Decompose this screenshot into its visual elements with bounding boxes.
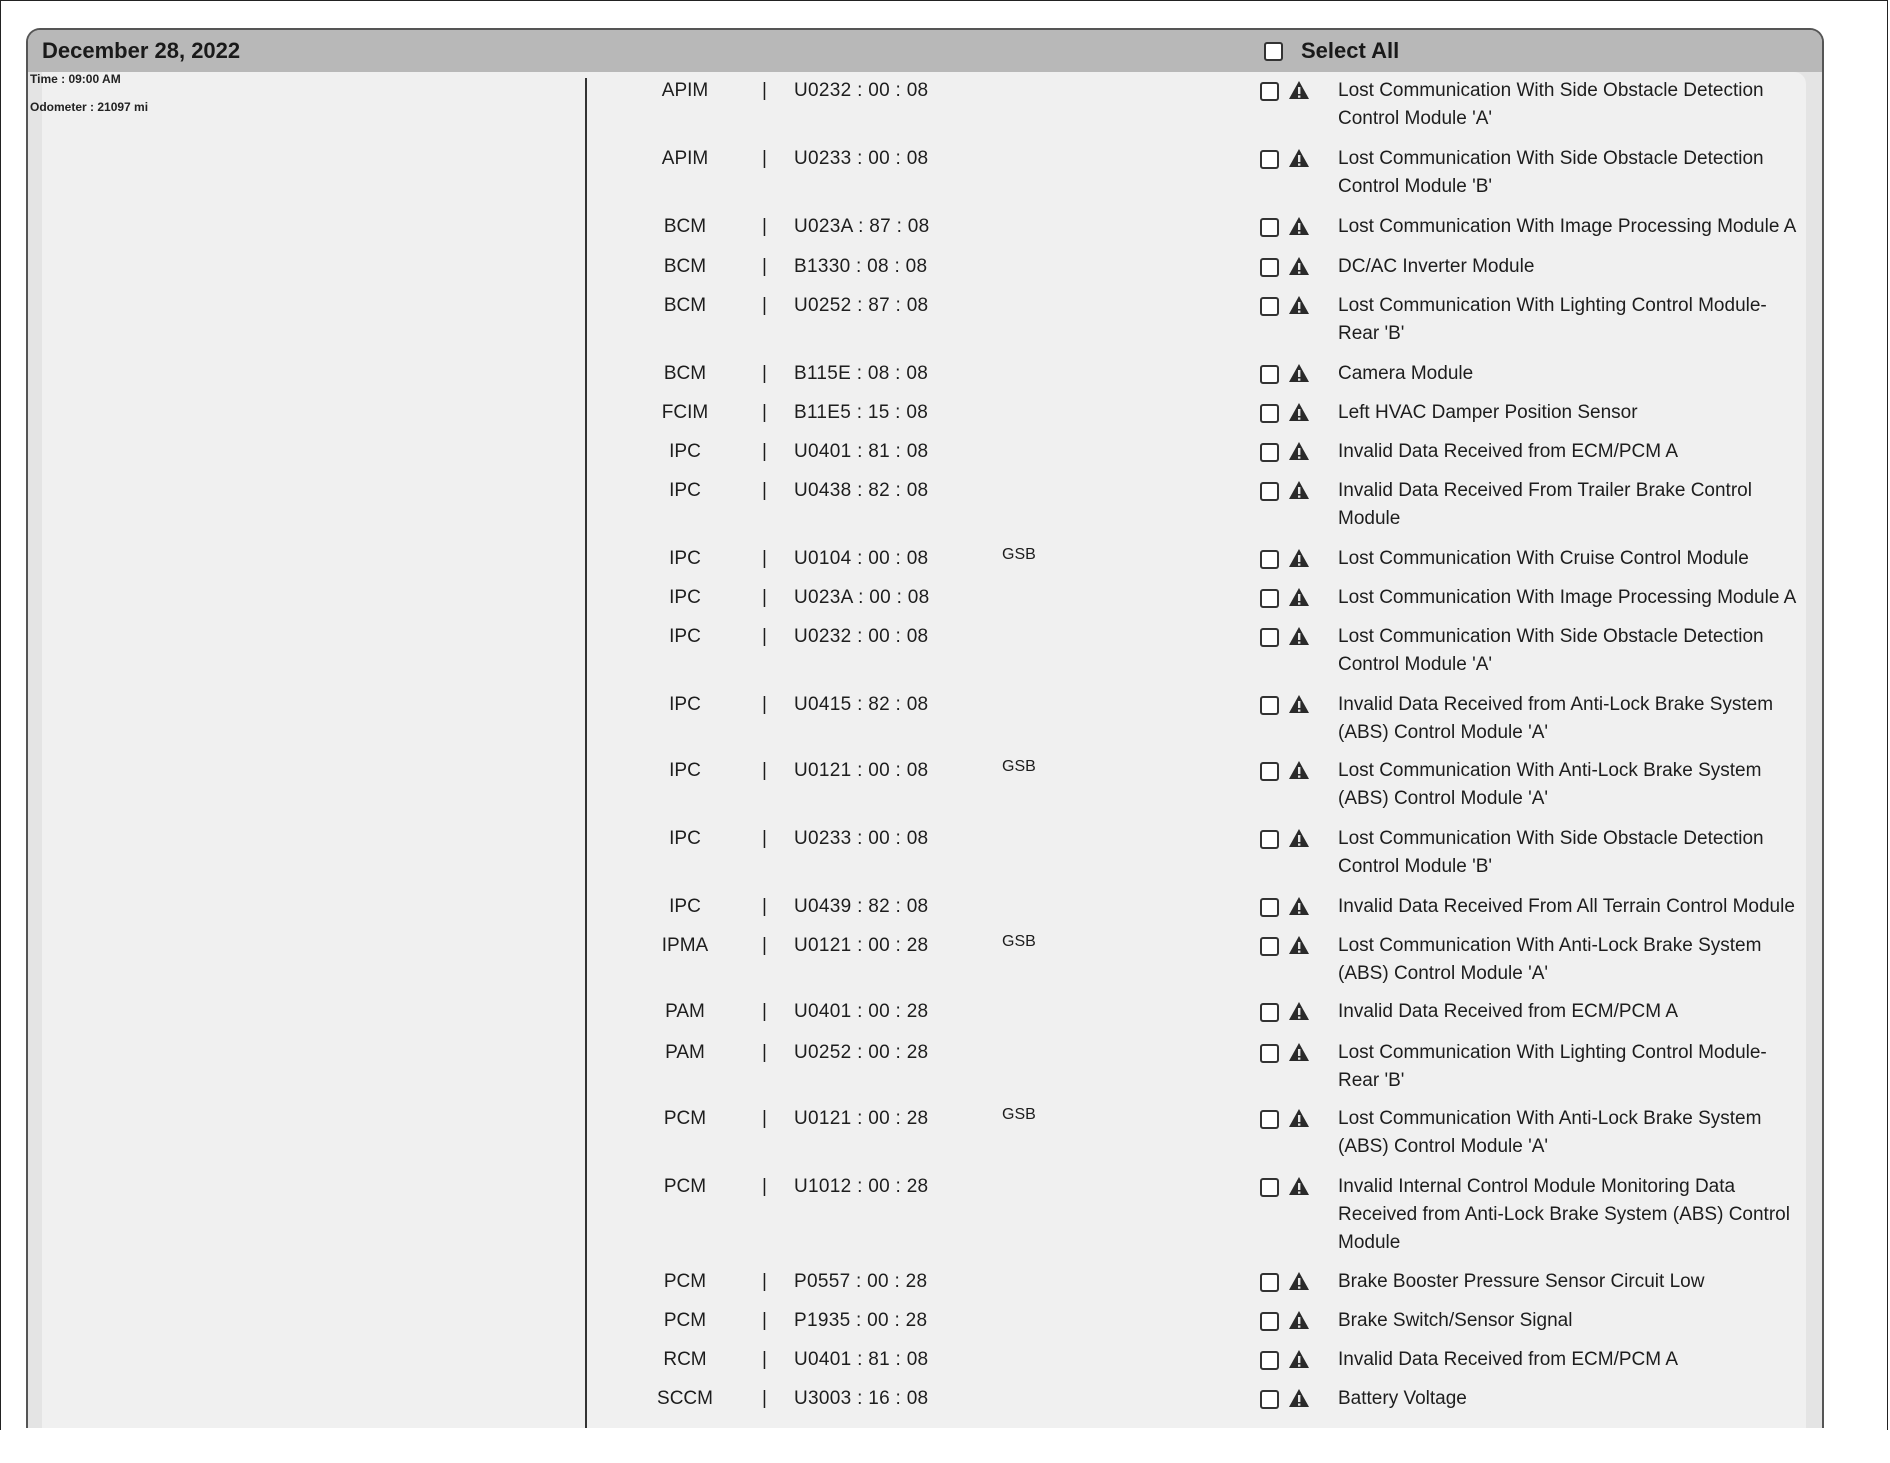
select-all-label: Select All	[1301, 38, 1400, 63]
warning-icon	[1288, 1108, 1310, 1128]
dtc-description: Camera Module	[1338, 363, 1474, 384]
module-name: PCM	[663, 1108, 707, 1129]
row-checkbox[interactable]	[1260, 628, 1279, 647]
dtc-code: B11E5 : 15 : 08	[794, 402, 929, 423]
separator: |	[762, 148, 767, 169]
dtc-code: B1330 : 08 : 08	[794, 256, 928, 277]
select-all[interactable]	[1264, 38, 1399, 64]
row-checkbox[interactable]	[1260, 1273, 1279, 1292]
row-checkbox[interactable]	[1260, 365, 1279, 384]
module-name: BCM	[663, 363, 707, 384]
dtc-code: U0104 : 00 : 08	[794, 548, 929, 569]
dtc-description: Lost Communication With Anti-Lock Brake System (ABS) Control Module 'A'	[1338, 760, 1762, 809]
separator: |	[762, 587, 767, 608]
dtc-description: Lost Communication With Image Processing Module A	[1338, 216, 1797, 237]
warning-icon	[1288, 295, 1310, 315]
separator: |	[762, 828, 767, 849]
module-name: FCIM	[661, 402, 709, 423]
warning-icon	[1288, 548, 1310, 568]
separator: |	[762, 1388, 767, 1409]
warning-icon	[1288, 148, 1310, 168]
module-name: RCM	[663, 1349, 707, 1370]
module-name: IPC	[669, 548, 701, 569]
row-checkbox[interactable]	[1260, 696, 1279, 715]
panel-header	[28, 30, 1822, 72]
warning-icon	[1288, 1349, 1310, 1369]
warning-icon	[1288, 587, 1310, 607]
row-checkbox[interactable]	[1260, 937, 1279, 956]
dtc-description: Brake Switch/Sensor Signal	[1338, 1310, 1573, 1331]
warning-icon	[1288, 896, 1310, 916]
row-checkbox[interactable]	[1260, 589, 1279, 608]
module-name: BCM	[663, 256, 707, 277]
separator: |	[762, 1176, 767, 1197]
separator: |	[762, 694, 767, 715]
dtc-code: U0121 : 00 : 28	[794, 935, 929, 956]
separator: |	[762, 216, 767, 237]
dtc-description: Lost Communication With Lighting Control Module- Rear 'B'	[1338, 1042, 1767, 1091]
dtc-description: Invalid Data Received from Anti-Lock Brake System (ABS) Control Module 'A'	[1338, 694, 1774, 743]
dtc-code: U3003 : 16 : 08	[794, 1388, 929, 1409]
module-name: IPC	[669, 587, 701, 608]
module-name: IPC	[669, 694, 701, 715]
dtc-description: Lost Communication With Side Obstacle Detection Control Module 'B'	[1338, 828, 1764, 877]
dtc-code: P0557 : 00 : 28	[794, 1271, 928, 1292]
module-name: IPC	[669, 441, 701, 462]
dtc-description: Battery Voltage	[1338, 1388, 1467, 1409]
warning-icon	[1288, 1001, 1310, 1021]
dtc-description: Invalid Internal Control Module Monitoring Data Received from Anti-Lock Brake System (ABS) Control Module	[1338, 1176, 1790, 1253]
separator: |	[762, 1042, 767, 1063]
warning-icon	[1288, 441, 1310, 461]
warning-icon	[1288, 1042, 1310, 1062]
gsb-tag: GSB	[1002, 546, 1036, 563]
module-name: SCCM	[657, 1388, 713, 1409]
row-checkbox[interactable]	[1260, 82, 1279, 101]
warning-icon	[1288, 1388, 1310, 1408]
dtc-description: Lost Communication With Lighting Control Module- Rear 'B'	[1338, 295, 1767, 344]
row-checkbox[interactable]	[1260, 1003, 1279, 1022]
dtc-description: Lost Communication With Side Obstacle Detection Control Module 'A'	[1338, 626, 1764, 675]
dtc-code: U0401 : 81 : 08	[794, 441, 929, 462]
warning-icon	[1288, 1310, 1310, 1330]
separator: |	[762, 441, 767, 462]
dtc-code: P1935 : 00 : 28	[794, 1310, 928, 1331]
module-name: BCM	[663, 295, 707, 316]
warning-icon	[1288, 760, 1310, 780]
module-name: IPC	[669, 480, 701, 501]
warning-icon	[1288, 216, 1310, 236]
dtc-code: U0233 : 00 : 08	[794, 148, 929, 169]
warning-icon	[1288, 935, 1310, 955]
module-name: PAM	[665, 1001, 705, 1022]
separator: |	[762, 1001, 767, 1022]
dtc-description: Invalid Data Received From All Terrain Control Module	[1338, 896, 1795, 917]
module-name: APIM	[661, 148, 709, 169]
module-name: IPMA	[661, 935, 709, 956]
row-checkbox[interactable]	[1260, 1390, 1279, 1409]
module-name: IPC	[669, 828, 701, 849]
time-readout: Time : 09:00 AM	[30, 72, 121, 86]
module-name: APIM	[661, 80, 709, 101]
module-name: PCM	[663, 1176, 707, 1197]
dtc-code: B115E : 08 : 08	[794, 363, 929, 384]
dtc-code: U0233 : 00 : 08	[794, 828, 929, 849]
dtc-description: Invalid Data Received from ECM/PCM A	[1338, 1349, 1679, 1370]
separator: |	[762, 935, 767, 956]
dtc-description: Invalid Data Received from ECM/PCM A	[1338, 441, 1679, 462]
warning-icon	[1288, 694, 1310, 714]
row-checkbox[interactable]	[1260, 218, 1279, 237]
separator: |	[762, 480, 767, 501]
dtc-description: Lost Communication With Side Obstacle Detection Control Module 'A'	[1338, 80, 1764, 129]
row-checkbox[interactable]	[1260, 1351, 1279, 1370]
separator: |	[762, 760, 767, 781]
warning-icon	[1288, 402, 1310, 422]
row-checkbox[interactable]	[1260, 404, 1279, 423]
row-checkbox[interactable]	[1260, 762, 1279, 781]
column-divider	[585, 78, 587, 1428]
module-name: PAM	[665, 1042, 705, 1063]
separator: |	[762, 626, 767, 647]
dtc-description: DC/AC Inverter Module	[1338, 256, 1535, 277]
warning-icon	[1288, 363, 1310, 383]
dtc-code: U0415 : 82 : 08	[794, 694, 929, 715]
dtc-description: Lost Communication With Cruise Control Module	[1338, 548, 1749, 569]
separator: |	[762, 295, 767, 316]
session-meta	[30, 72, 148, 128]
module-name: BCM	[663, 216, 707, 237]
dtc-code: U0439 : 82 : 08	[794, 896, 929, 917]
dtc-description: Lost Communication With Anti-Lock Brake System (ABS) Control Module 'A'	[1338, 935, 1762, 984]
dtc-description: Lost Communication With Image Processing Module A	[1338, 587, 1797, 608]
separator: |	[762, 1271, 767, 1292]
row-checkbox[interactable]	[1260, 550, 1279, 569]
warning-icon	[1288, 480, 1310, 500]
dtc-code: U023A : 87 : 08	[794, 216, 930, 237]
dtc-code: U0121 : 00 : 28	[794, 1108, 929, 1129]
row-checkbox[interactable]	[1260, 1178, 1279, 1197]
row-checkbox[interactable]	[1260, 258, 1279, 277]
dtc-description: Left HVAC Damper Position Sensor	[1338, 402, 1638, 423]
separator: |	[762, 1349, 767, 1370]
dtc-description: Brake Booster Pressure Sensor Circuit Low	[1338, 1271, 1705, 1292]
separator: |	[762, 1310, 767, 1331]
dtc-code: U0232 : 00 : 08	[794, 80, 929, 101]
select-all-checkbox[interactable]	[1264, 42, 1283, 61]
module-name: IPC	[669, 896, 701, 917]
row-checkbox[interactable]	[1260, 1312, 1279, 1331]
warning-icon	[1288, 80, 1310, 100]
gsb-tag: GSB	[1002, 933, 1036, 950]
report-date: December 28, 2022	[42, 38, 241, 63]
separator: |	[762, 896, 767, 917]
warning-icon	[1288, 626, 1310, 646]
module-name: PCM	[663, 1310, 707, 1331]
row-checkbox[interactable]	[1260, 482, 1279, 501]
page-bottom-margin	[0, 1430, 1890, 1463]
separator: |	[762, 80, 767, 101]
dtc-code: U0401 : 00 : 28	[794, 1001, 929, 1022]
warning-icon	[1288, 828, 1310, 848]
dtc-code: U0401 : 81 : 08	[794, 1349, 929, 1370]
dtc-code: U0252 : 87 : 08	[794, 295, 929, 316]
row-checkbox[interactable]	[1260, 898, 1279, 917]
dtc-description: Invalid Data Received from ECM/PCM A	[1338, 1001, 1679, 1022]
module-name: PCM	[663, 1271, 707, 1292]
separator: |	[762, 363, 767, 384]
separator: |	[762, 402, 767, 423]
row-checkbox[interactable]	[1260, 1044, 1279, 1063]
warning-icon	[1288, 1271, 1310, 1291]
separator: |	[762, 1108, 767, 1129]
dtc-code: U0438 : 82 : 08	[794, 480, 929, 501]
gsb-tag: GSB	[1002, 758, 1036, 775]
row-checkbox[interactable]	[1260, 443, 1279, 462]
row-checkbox[interactable]	[1260, 297, 1279, 316]
dtc-code: U0121 : 00 : 08	[794, 760, 929, 781]
gsb-tag: GSB	[1002, 1106, 1036, 1123]
row-checkbox[interactable]	[1260, 1110, 1279, 1129]
separator: |	[762, 256, 767, 277]
row-checkbox[interactable]	[1260, 830, 1279, 849]
dtc-description: Lost Communication With Side Obstacle Detection Control Module 'B'	[1338, 148, 1764, 197]
warning-icon	[1288, 256, 1310, 276]
row-checkbox[interactable]	[1260, 150, 1279, 169]
dtc-code: U023A : 00 : 08	[794, 587, 930, 608]
warning-icon	[1288, 1176, 1310, 1196]
module-name: IPC	[669, 760, 701, 781]
separator: |	[762, 548, 767, 569]
dtc-code: U1012 : 00 : 28	[794, 1176, 929, 1197]
dtc-code: U0252 : 00 : 28	[794, 1042, 929, 1063]
dtc-code: U0232 : 00 : 08	[794, 626, 929, 647]
odometer-readout: Odometer : 21097 mi	[30, 100, 149, 114]
module-name: IPC	[669, 626, 701, 647]
dtc-description: Lost Communication With Anti-Lock Brake System (ABS) Control Module 'A'	[1338, 1108, 1762, 1157]
dtc-description: Invalid Data Received From Trailer Brake Control Module	[1338, 480, 1752, 529]
